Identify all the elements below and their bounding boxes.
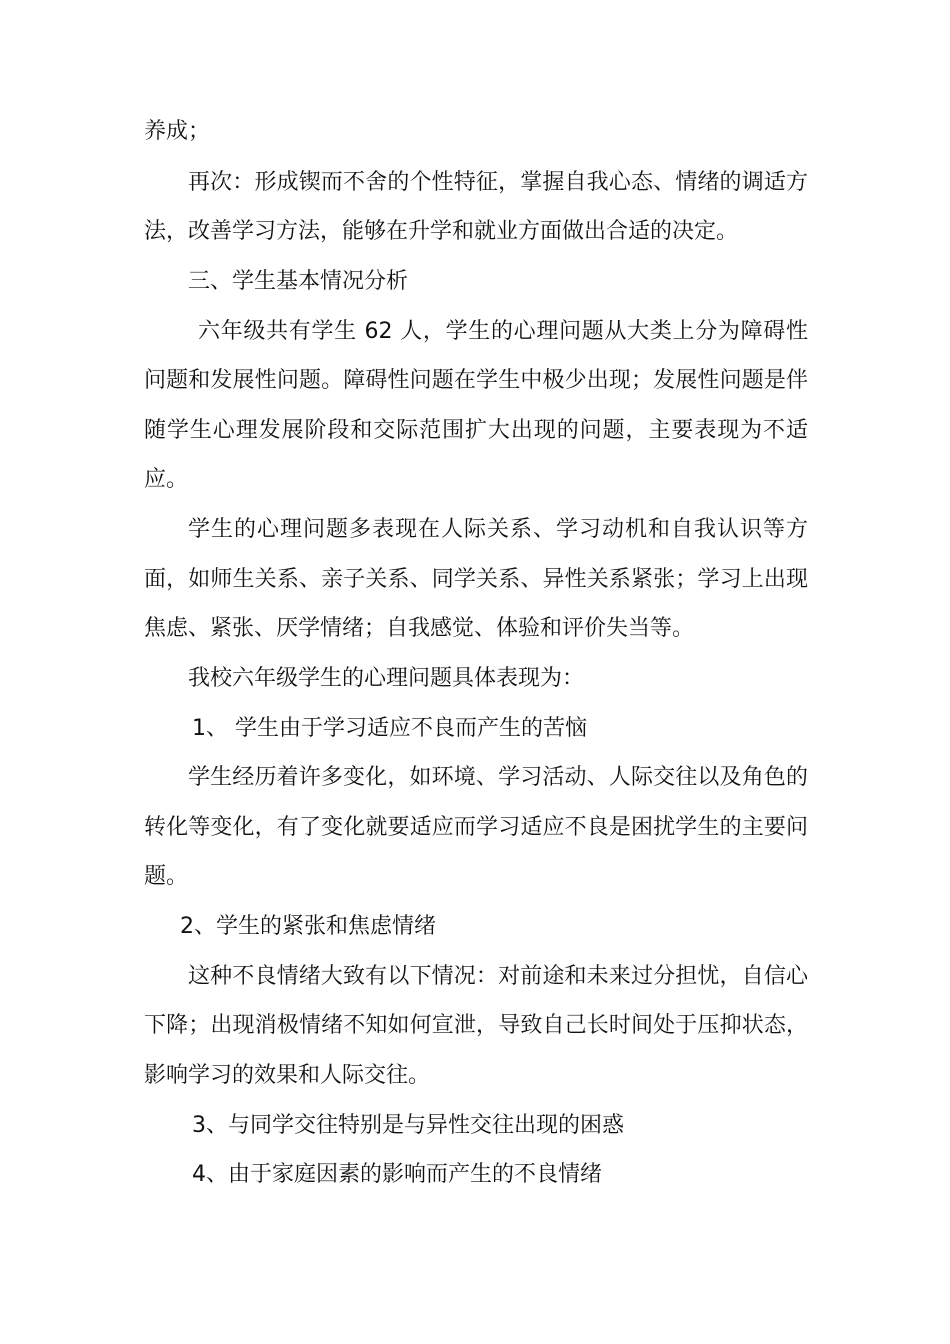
text-line: 法，改善学习方法，能够在升学和就业方面做出合适的决定。 [144, 219, 739, 244]
text-line: 焦虑、紧张、厌学情绪；自我感觉、体验和评价失当等。 [144, 616, 695, 641]
text-line: 六年级共有学生 62 人，学生的心理问题从大类上分为障碍性 [198, 319, 808, 344]
text-line: 养成； [144, 119, 211, 144]
text-line: 面，如师生关系、亲子关系、同学关系、异性关系紧张；学习上出现 [144, 567, 808, 592]
list-item-heading: 3、与同学交往特别是与异性交往出现的困惑 [192, 1113, 624, 1138]
text-line: 转化等变化，有了变化就要适应而学习适应不良是困扰学生的主要问 [144, 815, 808, 840]
text-line: 下降；出现消极情绪不知如何宣泄，导致自己长时间处于压抑状态， [144, 1013, 808, 1038]
list-item-heading: 1、 学生由于学习适应不良而产生的苦恼 [192, 716, 587, 741]
list-item-heading: 4、由于家庭因素的影响而产生的不良情绪 [192, 1162, 602, 1187]
text-line: 题。 [144, 864, 189, 889]
text-line: 再次：形成锲而不舍的个性特征，掌握自我心态、情绪的调适方 [188, 170, 808, 195]
text-line: 问题和发展性问题。障碍性问题在学生中极少出现；发展性问题是伴 [144, 368, 808, 393]
text-line: 我校六年级学生的心理问题具体表现为： [188, 666, 585, 691]
text-line: 应。 [144, 467, 189, 492]
section-heading: 三、学生基本情况分析 [188, 269, 409, 294]
text-line: 学生的心理问题多表现在人际关系、学习动机和自我认识等方 [188, 517, 808, 542]
text-line: 影响学习的效果和人际交往。 [144, 1063, 431, 1088]
text-line: 随学生心理发展阶段和交际范围扩大出现的问题，主要表现为不适 [144, 418, 808, 443]
text-line: 学生经历着许多变化，如环境、学习活动、人际交往以及角色的 [188, 765, 808, 790]
list-item-heading: 2、学生的紧张和焦虑情绪 [180, 914, 436, 939]
text-line: 这种不良情绪大致有以下情况：对前途和未来过分担忧，自信心 [188, 964, 808, 989]
